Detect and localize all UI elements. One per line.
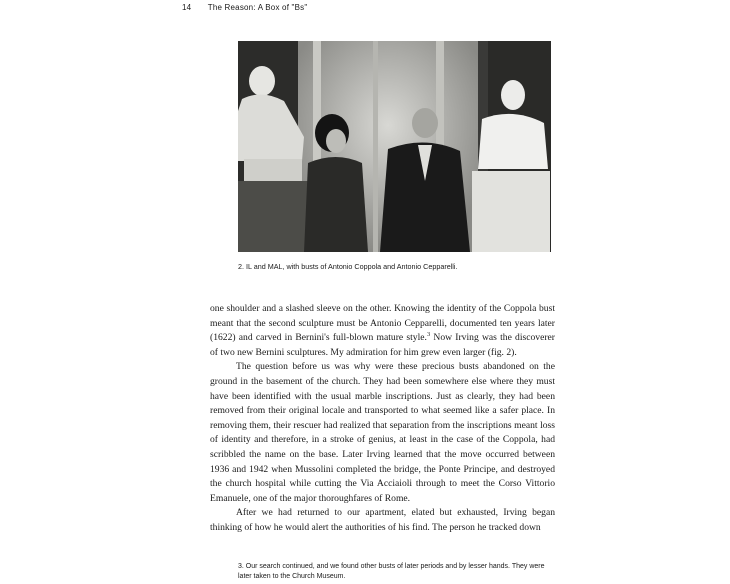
body-text <box>210 302 555 536</box>
paragraph: The question before us was why were these precious busts abandoned on the ground in the basement of the church. They had been somewhere else where they must have been identified with the usual marble inscriptions. Just as clearly, they had been removed from their original locale and transported to what seemed like a safer place. In removing them, their rescuer had realized that separation from the inscriptions meant loss of identity and therefore, in a stroke of genius, at least in the case of the Coppola, had scribbled the name on the base. Later Irving learned that the move occurred between 1936 and 1942 when Mussolini completed the bridge, the Ponte Principe, and destroyed the church hospital while cutting the Via Acciaioli through to meet the Corso Vittorio Emanuele, one of the major thoroughfares of Rome. <box>210 361 555 504</box>
paragraph-text: one shoulder and a slashed sleeve on the other. Knowing the identity of the Coppola bust meant that the second sculpture must be Antonio Cepparelli, documented ten years later (1622) and carved in Bernini's full-blown mature style. <box>210 303 555 344</box>
footnote: 3. Our search continued, and we found other busts of later periods and by lesser hands. They were later taken to the Church Museum. <box>238 563 545 580</box>
page-number: 14 <box>182 3 192 12</box>
paragraph: After we had returned to our apartment, elated but exhausted, Irving began thinking of how he would alert the authorities of his find. The person he tracked down <box>210 507 555 533</box>
paragraph <box>210 302 555 360</box>
paragraph-text: Now Irving was the discoverer of two new Bernini sculptures. My admiration for him grew even larger (fig. 2). <box>210 332 556 358</box>
photograph-illustration <box>238 41 551 252</box>
figure-caption: 2. IL and MAL, with busts of Antonio Coppola and Antonio Cepparelli. <box>238 262 458 271</box>
footnote-reference: 3 <box>426 331 431 338</box>
figure-photograph <box>238 41 551 252</box>
running-title: The Reason: A Box of "Bs" <box>207 3 308 12</box>
running-header <box>182 3 307 12</box>
